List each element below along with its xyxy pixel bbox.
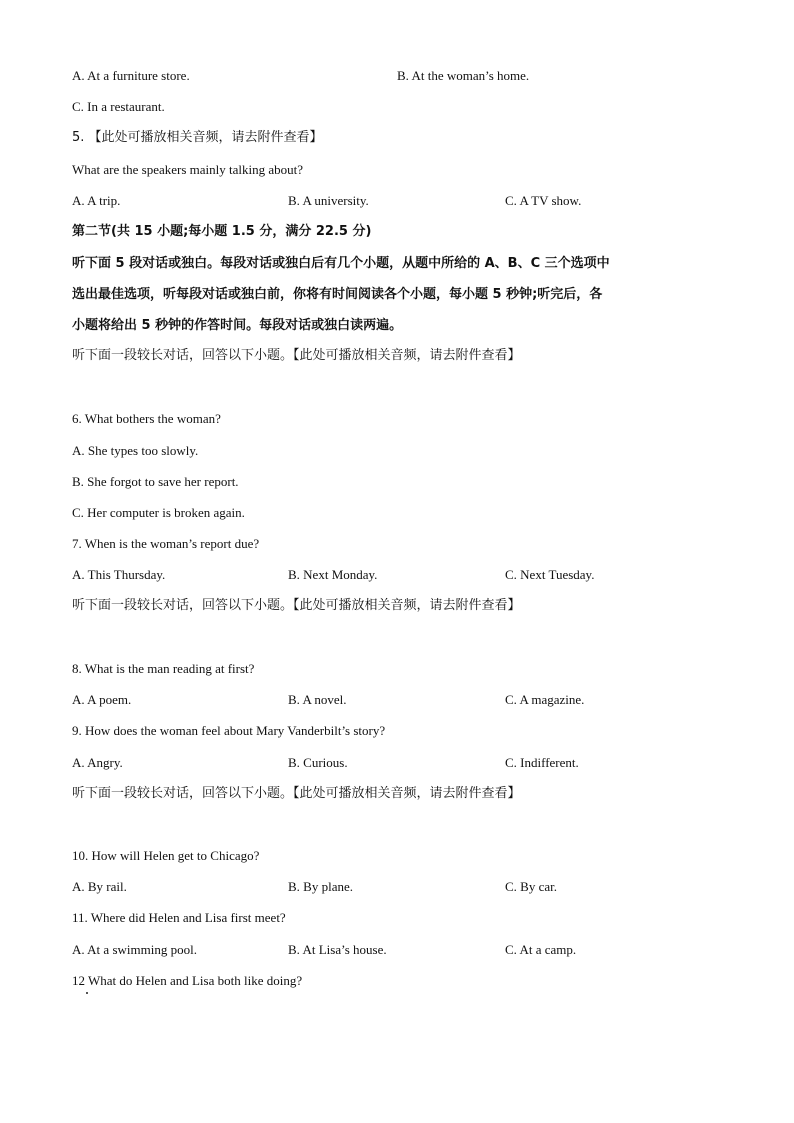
q9-question: 9. How does the woman feel about Mary Vanderbilt’s story? bbox=[72, 723, 386, 738]
q6-question: 6. What bothers the woman? bbox=[72, 411, 221, 426]
q11-option-b: B. At Lisa’s house. bbox=[288, 942, 387, 957]
q5-option-b: B. A university. bbox=[288, 193, 369, 208]
q9-option-a: A. Angry. bbox=[72, 755, 123, 770]
q6-option-b: B. She forgot to save her report. bbox=[72, 474, 239, 489]
q10-option-a: A. By rail. bbox=[72, 879, 127, 894]
q8-option-c: C. A magazine. bbox=[505, 692, 585, 707]
q10-option-c: C. By car. bbox=[505, 879, 557, 894]
stray-dot bbox=[86, 992, 88, 994]
q8-option-b: B. A novel. bbox=[288, 692, 347, 707]
q6-option-c: C. Her computer is broken again. bbox=[72, 505, 245, 520]
q6-option-a: A. She types too slowly. bbox=[72, 443, 199, 458]
dialog-audio-prompt-1[interactable]: 听下面一段较长对话，回答以下小题。【此处可播放相关音频，请去附件查看】 bbox=[72, 348, 521, 363]
q4-option-c: C. In a restaurant. bbox=[72, 99, 165, 114]
q11-option-a: A. At a swimming pool. bbox=[72, 942, 197, 957]
dialog-audio-prompt-2[interactable]: 听下面一段较长对话，回答以下小题。【此处可播放相关音频，请去附件查看】 bbox=[72, 598, 521, 613]
q5-question: What are the speakers mainly talking about? bbox=[72, 162, 304, 177]
q5-audio-label[interactable]: 5. 【此处可播放相关音频，请去附件查看】 bbox=[72, 130, 323, 145]
dialog-audio-prompt-3[interactable]: 听下面一段较长对话，回答以下小题。【此处可播放相关音频，请去附件查看】 bbox=[72, 786, 521, 801]
section2-instructions-line3: 小题将给出 5 秒钟的作答时间。每段对话或独白读两遍。 bbox=[72, 318, 403, 333]
q9-option-b: B. Curious. bbox=[288, 755, 348, 770]
q5-option-a: A. A trip. bbox=[72, 193, 121, 208]
q11-question: 11. Where did Helen and Lisa first meet? bbox=[72, 910, 286, 925]
section2-instructions-line2: 选出最佳选项，听每段对话或独白前，你将有时间阅读各个小题，每小题 5 秒钟;听完后，各 bbox=[72, 287, 603, 302]
q4-option-b: B. At the woman’s home. bbox=[397, 68, 530, 83]
q12-question: 12 What do Helen and Lisa both like doing? bbox=[72, 973, 303, 988]
q8-option-a: A. A poem. bbox=[72, 692, 132, 707]
q5-option-c: C. A TV show. bbox=[505, 193, 582, 208]
q10-option-b: B. By plane. bbox=[288, 879, 353, 894]
section2-heading: 第二节(共 15 小题;每小题 1.5 分，满分 22.5 分) bbox=[72, 224, 372, 239]
q11-option-c: C. At a camp. bbox=[505, 942, 577, 957]
q7-option-a: A. This Thursday. bbox=[72, 567, 166, 582]
q7-option-c: C. Next Tuesday. bbox=[505, 567, 595, 582]
q9-option-c: C. Indifferent. bbox=[505, 755, 579, 770]
q7-option-b: B. Next Monday. bbox=[288, 567, 378, 582]
q10-question: 10. How will Helen get to Chicago? bbox=[72, 848, 260, 863]
q4-option-a: A. At a furniture store. bbox=[72, 68, 190, 83]
q8-question: 8. What is the man reading at first? bbox=[72, 661, 255, 676]
q7-question: 7. When is the woman’s report due? bbox=[72, 536, 260, 551]
section2-instructions-line1: 听下面 5 段对话或独白。每段对话或独白后有几个小题，从题中所给的 A、B、C 三个选项中 bbox=[72, 256, 610, 271]
